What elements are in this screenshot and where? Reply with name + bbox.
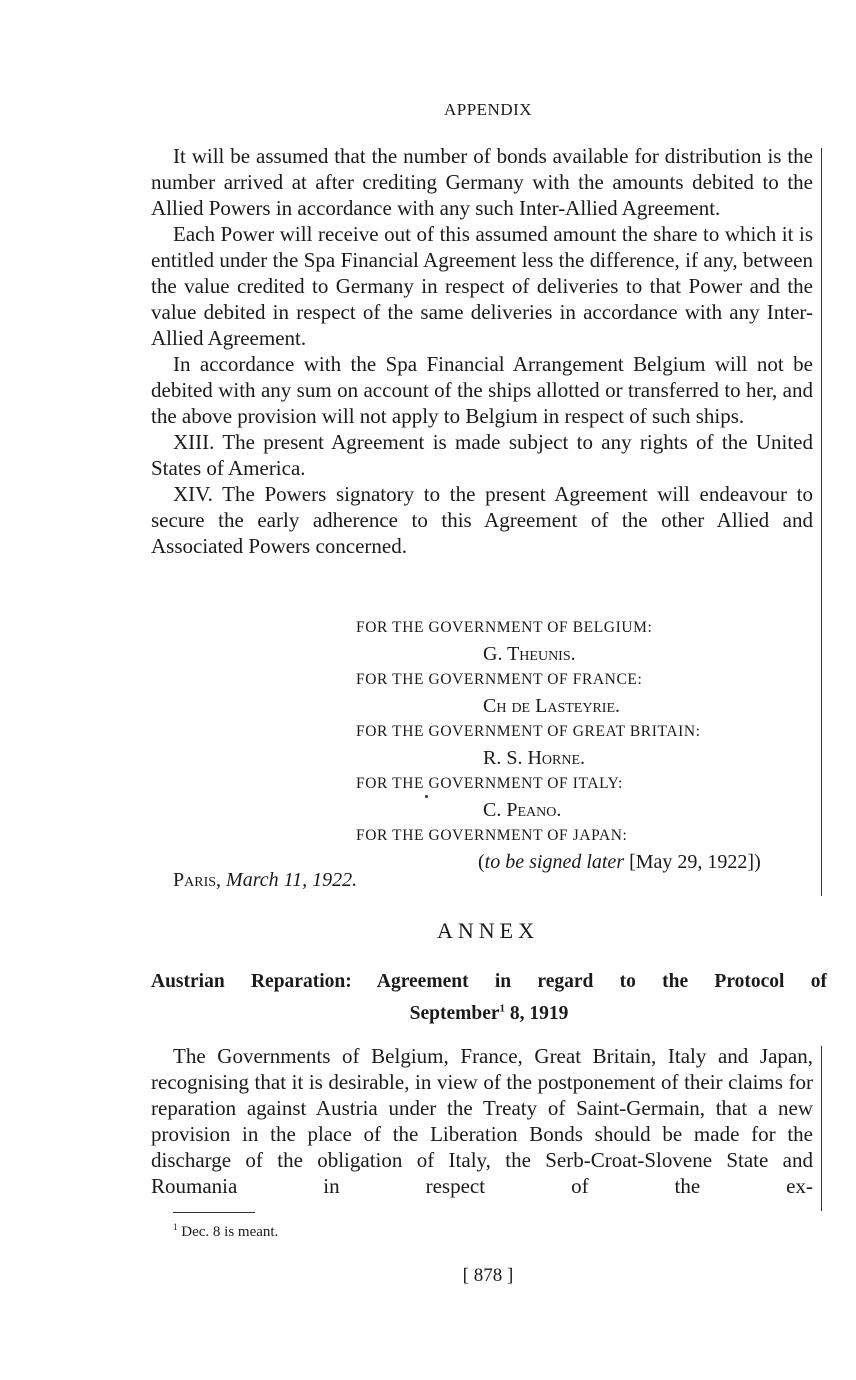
footnote-rule: [173, 1212, 255, 1213]
footnote: [173, 1222, 278, 1241]
place-and-date: [173, 869, 357, 892]
page-number: [ 878 ]: [462, 1265, 514, 1286]
government-label-belgium: FOR THE GOVERNMENT OF BELGIUM:: [356, 619, 653, 636]
note-open: (: [478, 851, 485, 873]
signer-belgium: G. Theunis.: [483, 643, 576, 665]
government-label-france: FOR THE GOVERNMENT OF FRANCE:: [356, 671, 643, 688]
paragraph: In accordance with the Spa Financial Arrangement Belgium will not be debited with any sum on account of the ships allotted or transferred to her, and the above provision will not apply to Belgium in respect of such ships.: [151, 352, 813, 428]
agreement-text: [151, 143, 813, 559]
note-italic: to be signed later: [484, 851, 625, 873]
annex-heading-line2: [410, 1003, 569, 1024]
paragraph: Each Power will receive out of this assumed amount the share to which it is entitled under the Spa Financial Agreement less the difference, if any, between the value credited to Germany in respect of deliveries to that Power and the value debited in respect of the same deliveries in accordance with any Inter-Allied Agreement.: [151, 222, 813, 350]
government-label-italy: FOR THE GOVERNMENT OF ITALY:: [356, 775, 623, 792]
annex-heading: [151, 968, 827, 1027]
paragraph: XIV. The Powers signatory to the present Agreement will endeavour to secure the early adherence to this Agreement of the other Allied and Associated Powers concerned.: [151, 482, 813, 558]
signer-france: Ch de Lasteyrie.: [483, 695, 620, 717]
note-rest: [May 29, 1922]): [624, 851, 761, 873]
footnote-mark: 1: [499, 1002, 506, 1014]
signer-great-britain: R. S. Horne.: [483, 747, 586, 769]
japan-signature-note: [356, 849, 826, 875]
heading-month: September: [409, 1002, 500, 1024]
paragraph: XIII. The present Agreement is made subject to any rights of the United States of America.: [151, 430, 813, 480]
government-label-japan: FOR THE GOVERNMENT OF JAPAN:: [356, 827, 628, 844]
date: March 11, 1922.: [226, 869, 358, 891]
annex-heading-line1: Austrian Reparation: Agreement in regard to the Protocol of: [151, 971, 827, 992]
place: Paris,: [173, 869, 222, 891]
running-head: APPENDIX: [443, 100, 533, 119]
signature-block: [356, 615, 826, 875]
paragraph: It will be assumed that the number of bonds available for distribution is the number arrived at after crediting Germany with the amounts debited to the Allied Powers in accordance with any such Inter-Allied Agreement.: [151, 144, 813, 220]
footnote-number: 1: [173, 1222, 178, 1232]
annex-title: ANNEX: [437, 918, 539, 943]
footnote-text: Dec. 8 is meant.: [181, 1224, 279, 1240]
heading-date: 8, 1919: [505, 1002, 569, 1024]
annex-paragraph: The Governments of Belgium, France, Great Britain, Italy and Japan, recognising that it is desirable, in view of the postponement of their claims for reparation against Austria under the Treaty of Saint-Germain, that a new provision in the place of the Liberation Bonds should be made for the discharge of the obligation of Italy, the Serb-Croat-Slovene State and Roumania in respect of the ex-: [151, 1044, 813, 1198]
print-speck: [425, 795, 428, 798]
government-label-great-britain: FOR THE GOVERNMENT OF GREAT BRITAIN:: [356, 723, 701, 740]
annex-text: [151, 1043, 813, 1199]
signer-italy: C. Peano.: [483, 799, 562, 821]
margin-rule-annex: [821, 1046, 822, 1211]
